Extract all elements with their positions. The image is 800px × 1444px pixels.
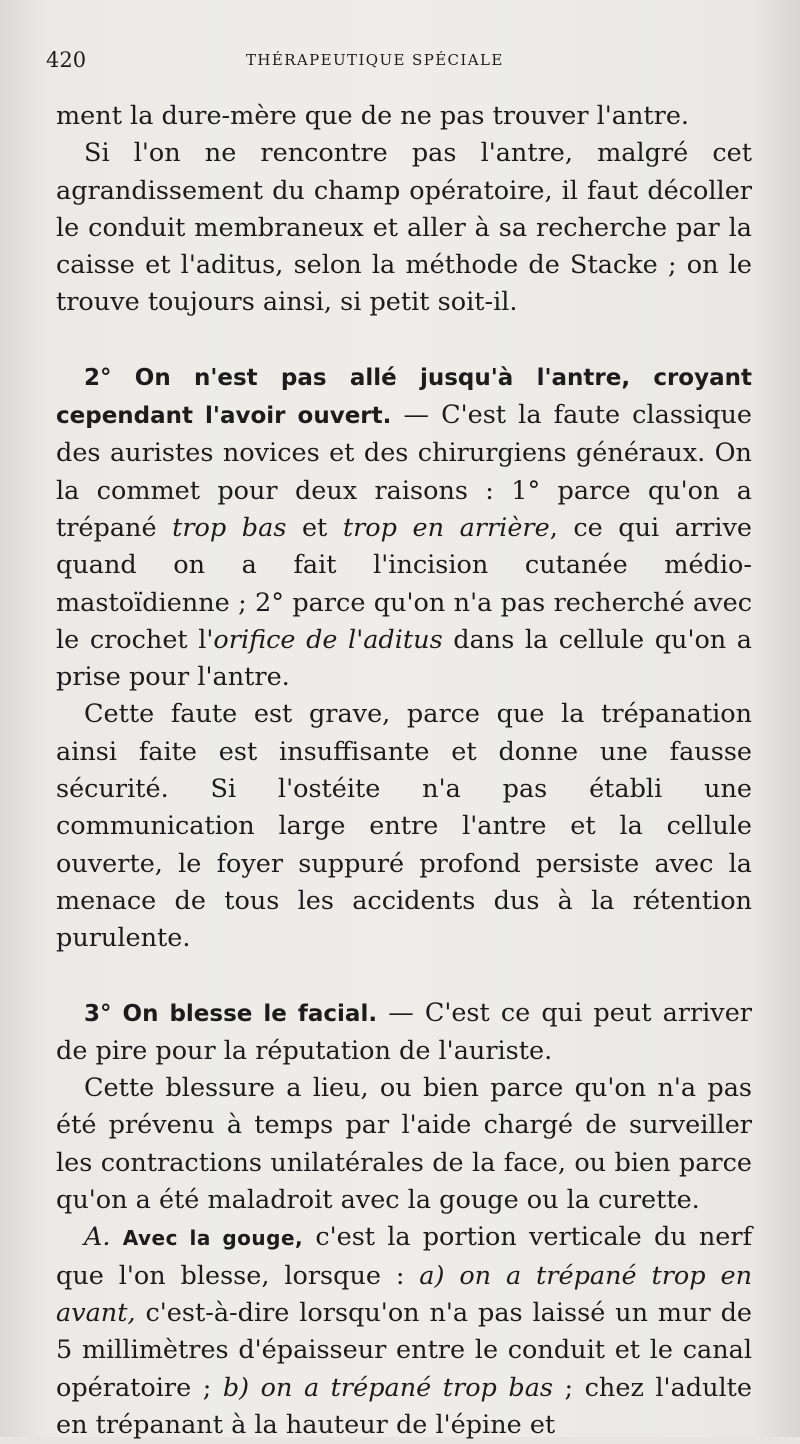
section-3-paragraph (56, 995, 752, 1071)
section-2-emph-1: trop bas (172, 512, 287, 543)
section-3-heading: 3° On blesse le facial. (84, 1000, 378, 1027)
section-gap (56, 958, 752, 995)
subsection-a-text-5: ; chez l'adulte en trépanant à la hauteur de l'épine et (56, 1372, 753, 1440)
paragraph-grave-fault: Cette faute est grave, parce que la trépanation ainsi faite est insuffisante et donne une fausse sécurité. Si l'ostéite n'a pas établi une communication large entre l'antre et la cellule ouverte, le foyer suppuré profond persiste avec la menace de tous les accidents dus à la rétention purulente. (56, 699, 752, 954)
section-2-text-3: , ce qui arrive quand on a fait l'incision cutanée médio-mastoïdienne ; 2° parce qu'on n'a pas recherché avec le crochet l' (56, 512, 752, 655)
subsection-a-label: A. (84, 1222, 111, 1253)
page-number: 420 (46, 48, 87, 72)
section-2-text-2: et (286, 512, 343, 543)
subsection-a-emph-4: on a trépané trop bas (260, 1372, 554, 1403)
running-title: THÉRAPEUTIQUE SPÉCIALE (246, 51, 504, 69)
subsection-a-text-1: c'est la portion verticale du nerf que l'on blesse, lorsque : (56, 1222, 753, 1291)
section-2-heading: 2° On n'est pas allé jusqu'à l'antre, croyant cependant l'avoir ouvert. (56, 364, 752, 430)
section-2-emph-2: trop en arrière (342, 512, 550, 543)
paragraph-stacke-method: Si l'on ne rencontre pas l'antre, malgré cet agrandissement du champ opératoire, il faut décoller le conduit membraneux et aller à sa recherche par la caisse et l'aditus, selon la méthode de Stacke ; on le trouve toujours ainsi, si petit soit-il. (56, 138, 752, 318)
page-body (56, 98, 752, 1444)
subsection-a-heading: Avec la gouge, (122, 1226, 304, 1251)
subsection-a-emph-1: a) (419, 1260, 445, 1291)
paragraph-injury-causes: Cette blessure a lieu, ou bien parce qu'on n'a pas été prévenu à temps par l'aide chargé de surveiller les contractions unilatérales de la face, ou bien parce qu'on a été maladroit avec la gouge ou la curette. (56, 1073, 752, 1216)
section-2-text-1: — C'est la faute classique des auristes novices et des chirurgiens généraux. On la commet pour deux raisons : 1° parce qu'on a trépané (56, 400, 752, 543)
subsection-a-text-4 (249, 1373, 261, 1403)
page-header (46, 48, 740, 78)
subsection-a-text-3: c'est-à-dire lorsqu'on n'a pas laissé un mur de 5 millimètres d'épaisseur entre le conduit et le canal opératoire ; (56, 1297, 752, 1403)
section-2-emph-3: orifice de l'aditus (213, 624, 443, 655)
paragraph-continuation: ment la dure-mère que de ne pas trouver l'antre. (56, 101, 690, 131)
section-3-text: — C'est ce qui peut arriver de pire pour la réputation de l'auriste. (56, 997, 752, 1066)
subsection-a-paragraph (56, 1219, 752, 1444)
subsection-a-emph-2: on a trépané trop en avant, (56, 1260, 752, 1328)
section-2-paragraph (56, 359, 752, 697)
subsection-a-emph-3: b) (222, 1372, 250, 1403)
section-2-text-4: dans la cellule qu'on a prise pour l'antre. (56, 624, 752, 693)
section-gap (56, 322, 752, 359)
subsection-a-text-2 (444, 1261, 459, 1291)
